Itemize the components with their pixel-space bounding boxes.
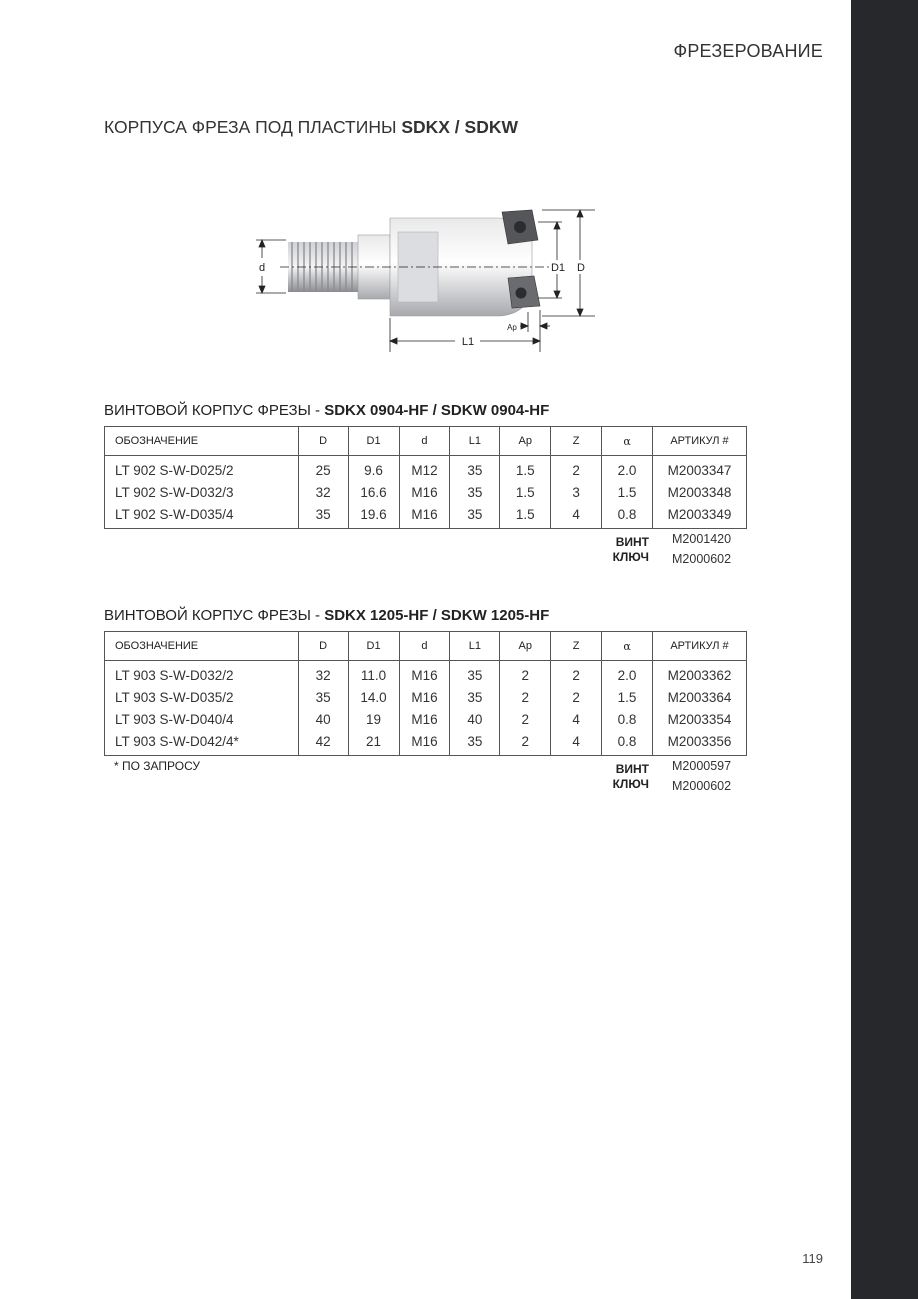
col-article: АРТИКУЛ # bbox=[653, 632, 747, 661]
cell-designation: LT 903 S-W-D042/4* bbox=[105, 730, 299, 756]
cell-Ap: 2 bbox=[500, 661, 551, 687]
cell-alpha: 1.5 bbox=[602, 481, 653, 503]
cell-d: M16 bbox=[399, 503, 450, 529]
cell-article: M2003347 bbox=[653, 456, 747, 482]
col-designation: ОБОЗНАЧЕНИЕ bbox=[105, 427, 299, 456]
cell-L1: 35 bbox=[450, 730, 500, 756]
page-title: КОРПУСА ФРЕЗА ПОД ПЛАСТИНЫ SDKX / SDKW bbox=[104, 117, 519, 137]
cell-alpha: 0.8 bbox=[602, 503, 653, 529]
col-L1: L1 bbox=[450, 632, 500, 661]
col-D1: D1 bbox=[348, 427, 399, 456]
accessory-code-screw: M2001420 bbox=[672, 532, 732, 546]
cell-Z: 4 bbox=[551, 503, 602, 529]
cell-designation: LT 902 S-W-D035/4 bbox=[105, 503, 299, 529]
cell-d: M16 bbox=[399, 661, 450, 687]
col-alpha: α bbox=[602, 632, 653, 661]
cell-Ap: 2 bbox=[500, 708, 551, 730]
cell-article: M2003349 bbox=[653, 503, 747, 529]
cell-designation: LT 903 S-W-D040/4 bbox=[105, 708, 299, 730]
cell-d: M16 bbox=[399, 730, 450, 756]
col-d: d bbox=[399, 427, 450, 456]
label-D: D bbox=[577, 262, 585, 274]
label-d: d bbox=[258, 262, 266, 274]
cell-Z: 2 bbox=[551, 686, 602, 708]
cell-article: M2003364 bbox=[653, 686, 747, 708]
cell-D: 42 bbox=[298, 730, 348, 756]
cell-D: 35 bbox=[298, 503, 348, 529]
col-d: d bbox=[399, 632, 450, 661]
cell-alpha: 0.8 bbox=[602, 708, 653, 730]
screw-icon bbox=[514, 221, 526, 233]
col-D1: D1 bbox=[348, 632, 399, 661]
screw-icon bbox=[516, 288, 527, 299]
col-Ap: Ap bbox=[500, 632, 551, 661]
page-number: 119 bbox=[802, 1251, 823, 1266]
cell-Ap: 1.5 bbox=[500, 456, 551, 482]
cell-Z: 4 bbox=[551, 730, 602, 756]
cell-alpha: 0.8 bbox=[602, 730, 653, 756]
cell-L1: 40 bbox=[450, 708, 500, 730]
cell-Ap: 1.5 bbox=[500, 481, 551, 503]
cell-D: 32 bbox=[298, 481, 348, 503]
cell-Ap: 2 bbox=[500, 730, 551, 756]
col-Ap: Ap bbox=[500, 427, 551, 456]
cell-d: M12 bbox=[399, 456, 450, 482]
cell-alpha: 1.5 bbox=[602, 686, 653, 708]
col-designation: ОБОЗНАЧЕНИЕ bbox=[105, 632, 299, 661]
table-header-row bbox=[105, 427, 747, 456]
accessory-label-screw: ВИНТ bbox=[615, 762, 649, 776]
col-D: D bbox=[298, 427, 348, 456]
spec-table-1 bbox=[104, 426, 747, 529]
label-D1: D1 bbox=[550, 262, 566, 274]
cell-article: M2003356 bbox=[653, 730, 747, 756]
cell-alpha: 2.0 bbox=[602, 661, 653, 687]
cell-D: 25 bbox=[298, 456, 348, 482]
table-header-row bbox=[105, 632, 747, 661]
accessory-label-key: КЛЮЧ bbox=[612, 550, 649, 564]
table-1-title: ВИНТОВОЙ КОРПУС ФРЕЗЫ - SDKX 0904-HF / SDKW 0904-HF bbox=[104, 402, 550, 419]
on-request-note: * ПО ЗАПРОСУ bbox=[114, 759, 201, 773]
cell-D: 40 bbox=[298, 708, 348, 730]
cell-d: M16 bbox=[399, 481, 450, 503]
cell-Z: 2 bbox=[551, 456, 602, 482]
table-row bbox=[105, 503, 747, 529]
cell-article: M2003354 bbox=[653, 708, 747, 730]
table-row bbox=[105, 481, 747, 503]
cell-Z: 4 bbox=[551, 708, 602, 730]
accessory-code-key: M2000602 bbox=[672, 552, 732, 566]
cell-L1: 35 bbox=[450, 661, 500, 687]
table-row bbox=[105, 686, 747, 708]
cell-L1: 35 bbox=[450, 481, 500, 503]
cell-designation: LT 903 S-W-D035/2 bbox=[105, 686, 299, 708]
cell-designation: LT 902 S-W-D025/2 bbox=[105, 456, 299, 482]
cell-d: M16 bbox=[399, 708, 450, 730]
col-Z: Z bbox=[551, 632, 602, 661]
col-L1: L1 bbox=[450, 427, 500, 456]
dark-side-bar bbox=[851, 0, 918, 1299]
table-2-title: ВИНТОВОЙ КОРПУС ФРЕЗЫ - SDKX 1205-HF / SDKW 1205-HF bbox=[104, 607, 550, 624]
cell-L1: 35 bbox=[450, 503, 500, 529]
table-row bbox=[105, 730, 747, 756]
cell-Ap: 2 bbox=[500, 686, 551, 708]
col-D: D bbox=[298, 632, 348, 661]
cell-D1: 19 bbox=[348, 708, 399, 730]
label-Ap: Ap bbox=[507, 323, 517, 332]
col-alpha: α bbox=[602, 427, 653, 456]
section-heading: ФРЕЗЕРОВАНИЕ bbox=[673, 41, 823, 61]
cell-designation: LT 903 S-W-D032/2 bbox=[105, 661, 299, 687]
col-article: АРТИКУЛ # bbox=[653, 427, 747, 456]
cell-D1: 11.0 bbox=[348, 661, 399, 687]
table-row bbox=[105, 708, 747, 730]
cell-D: 35 bbox=[298, 686, 348, 708]
cell-Z: 3 bbox=[551, 481, 602, 503]
cell-D1: 21 bbox=[348, 730, 399, 756]
cell-D1: 16.6 bbox=[348, 481, 399, 503]
cell-alpha: 2.0 bbox=[602, 456, 653, 482]
label-L1: L1 bbox=[461, 336, 475, 348]
table-row bbox=[105, 456, 747, 482]
cell-article: M2003362 bbox=[653, 661, 747, 687]
spec-table-2 bbox=[104, 631, 747, 756]
accessory-code-screw: M2000597 bbox=[672, 759, 732, 773]
cell-designation: LT 902 S-W-D032/3 bbox=[105, 481, 299, 503]
cell-L1: 35 bbox=[450, 456, 500, 482]
cell-Z: 2 bbox=[551, 661, 602, 687]
col-Z: Z bbox=[551, 427, 602, 456]
cell-D1: 9.6 bbox=[348, 456, 399, 482]
milling-cutter-diagram bbox=[250, 200, 610, 360]
cell-article: M2003348 bbox=[653, 481, 747, 503]
cell-D1: 19.6 bbox=[348, 503, 399, 529]
cell-D1: 14.0 bbox=[348, 686, 399, 708]
cell-D: 32 bbox=[298, 661, 348, 687]
accessory-code-key: M2000602 bbox=[672, 779, 732, 793]
cell-Ap: 1.5 bbox=[500, 503, 551, 529]
table-row bbox=[105, 661, 747, 687]
cell-L1: 35 bbox=[450, 686, 500, 708]
accessory-label-key: КЛЮЧ bbox=[612, 777, 649, 791]
accessory-label-screw: ВИНТ bbox=[615, 535, 649, 549]
cell-d: M16 bbox=[399, 686, 450, 708]
